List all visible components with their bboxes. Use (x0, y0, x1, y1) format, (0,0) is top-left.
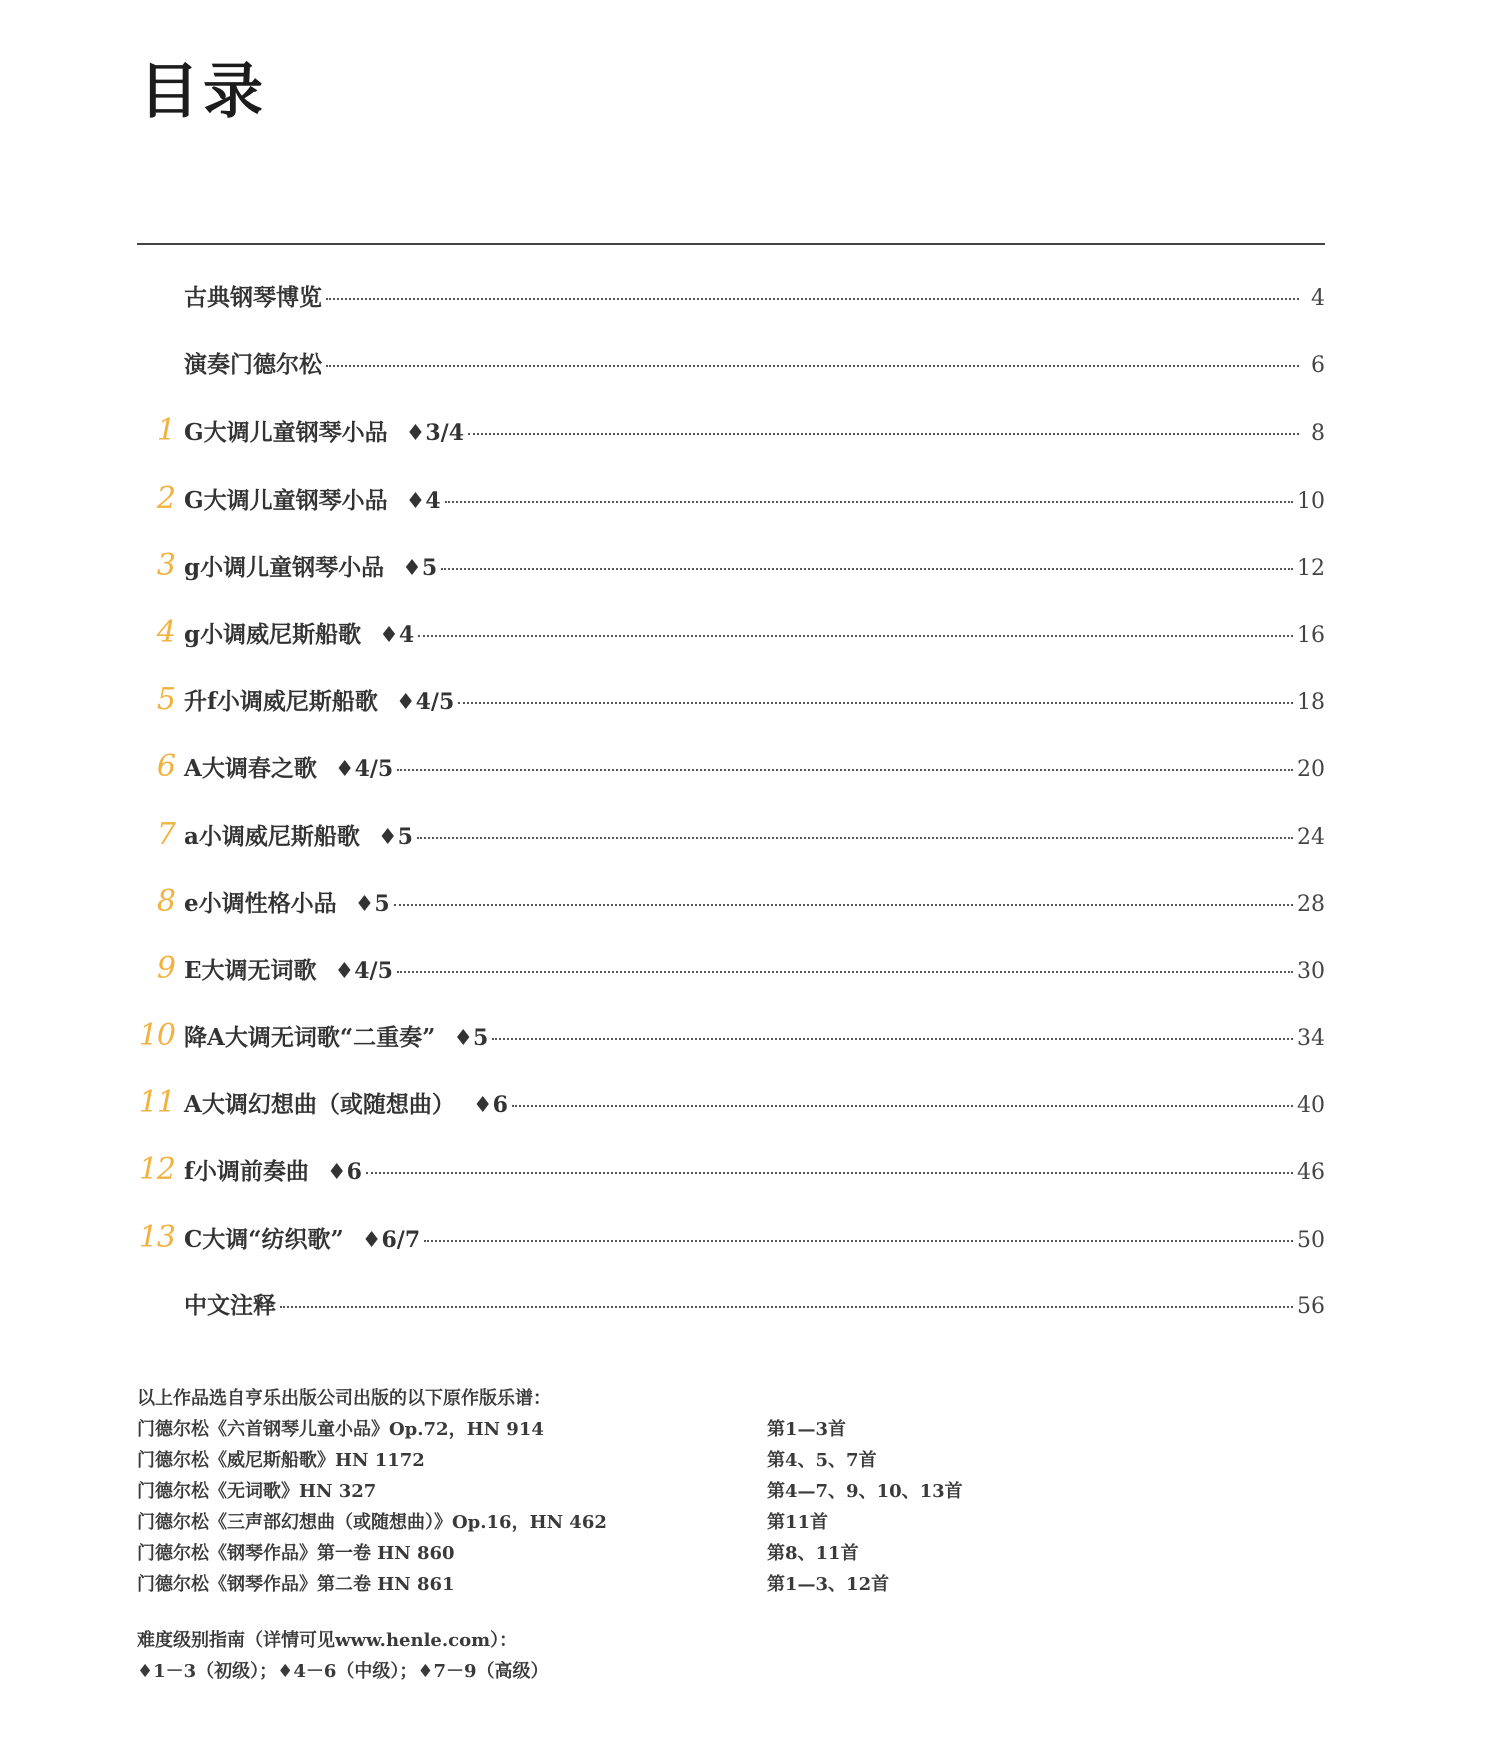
toc-entry-page: 12 (1297, 555, 1325, 581)
title-divider (137, 243, 1325, 245)
toc-entry-difficulty: ♦5 (377, 823, 413, 850)
toc-entry[interactable] (137, 548, 1325, 615)
toc-entry-number: 9 (156, 950, 175, 986)
source-pieces: 第1—3、12首 (767, 1574, 890, 1595)
toc-entry-difficulty: ♦6/7 (361, 1226, 421, 1253)
toc-entry-title: 升f小调威尼斯船歌 (184, 688, 378, 716)
source-pieces: 第4、5、7首 (767, 1450, 877, 1471)
toc-leader-dots (397, 971, 1293, 973)
toc-entry[interactable] (137, 817, 1325, 884)
toc-entry-number: 4 (156, 614, 175, 650)
toc-entry-page: 56 (1297, 1293, 1325, 1319)
toc-entry-title: E大调无词歌 (184, 956, 317, 984)
toc-entry-number: 12 (138, 1152, 175, 1188)
toc-entry[interactable] (137, 481, 1325, 548)
toc-entry-difficulty: ♦4 (379, 621, 415, 648)
toc-entry-title: A大调春之歌 (184, 755, 317, 783)
source-pieces: 第11首 (767, 1512, 829, 1533)
toc-entry-title: G大调儿童钢琴小品 (184, 486, 388, 514)
toc-leader-dots (468, 433, 1299, 435)
toc-entry[interactable] (137, 1287, 1325, 1354)
toc-entry-title: e小调性格小品 (184, 889, 337, 917)
toc-entry-title: C大调“纺织歌” (184, 1225, 344, 1253)
difficulty-guide (137, 1625, 549, 1687)
sources-section (137, 1383, 1325, 1600)
sources-list (137, 1414, 1325, 1600)
toc-entry-number: 7 (156, 816, 175, 852)
toc-entry[interactable] (137, 749, 1325, 816)
toc-entry-page: 18 (1297, 690, 1325, 716)
toc-entry-title: g小调儿童钢琴小品 (184, 553, 385, 581)
toc-entry[interactable] (137, 1085, 1325, 1152)
toc-entry-title: 演奏门德尔松 (184, 351, 322, 379)
toc-entry-page: 8 (1311, 421, 1325, 447)
toc-entry[interactable] (137, 884, 1325, 951)
toc-entry[interactable] (137, 346, 1325, 413)
source-row (137, 1538, 1325, 1569)
toc-entry-title: 古典钢琴博览 (184, 284, 322, 311)
toc-entry-number: 10 (138, 1018, 175, 1054)
source-pieces: 第8、11首 (767, 1543, 859, 1564)
toc-leader-dots (397, 769, 1293, 771)
toc-entry-title: a小调威尼斯船歌 (184, 822, 360, 850)
toc-entry-title: 中文注释 (184, 1291, 276, 1319)
toc-leader-dots (366, 1172, 1293, 1174)
toc-entry-number: 5 (156, 682, 175, 718)
toc-leader-dots (326, 365, 1299, 367)
toc-entry[interactable] (137, 1220, 1325, 1287)
source-work: 门德尔松《三声部幻想曲（或随想曲）》Op.16，HN 462 (137, 1512, 607, 1533)
source-work: 门德尔松《六首钢琴儿童小品》Op.72，HN 914 (137, 1419, 544, 1440)
toc-entry-page: 46 (1297, 1160, 1325, 1186)
toc-entry[interactable] (137, 1152, 1325, 1219)
toc-entry-page: 24 (1297, 824, 1325, 850)
source-work: 门德尔松《威尼斯船歌》HN 1172 (137, 1450, 425, 1471)
toc-entry-page: 16 (1297, 622, 1325, 648)
toc-leader-dots (458, 702, 1293, 704)
toc-entry-difficulty: ♦4 (405, 487, 441, 514)
source-row (137, 1445, 1325, 1476)
toc-entry-page: 20 (1297, 757, 1325, 783)
guide-levels: ♦1－3（初级）；♦4－6（中级）；♦7－9（高级） (137, 1661, 549, 1682)
toc-leader-dots (492, 1038, 1293, 1040)
toc-entry-number: 11 (138, 1085, 175, 1121)
toc-entry-page: 10 (1297, 488, 1325, 514)
toc-leader-dots (445, 501, 1293, 503)
toc-entry-page: 50 (1297, 1227, 1325, 1253)
source-row (137, 1476, 1325, 1507)
toc-entry-page: 28 (1297, 891, 1325, 917)
toc-leader-dots (326, 298, 1299, 300)
toc-entry[interactable] (137, 682, 1325, 749)
toc-entry-page: 6 (1311, 353, 1325, 379)
toc-leader-dots (424, 1240, 1293, 1242)
toc-entry[interactable] (137, 951, 1325, 1018)
source-pieces: 第1—3首 (767, 1419, 847, 1440)
toc-entry-page: 40 (1297, 1093, 1325, 1119)
toc-entry-difficulty: ♦5 (402, 554, 438, 581)
page-title: 目录 (139, 57, 267, 127)
toc-entry-number: 13 (138, 1219, 175, 1255)
source-row (137, 1507, 1325, 1538)
source-pieces: 第4—7、9、10、13首 (767, 1481, 963, 1502)
toc-entry-difficulty: ♦3/4 (405, 420, 465, 447)
toc-leader-dots (441, 568, 1293, 570)
guide-heading: 难度级别指南（详情可见www.henle.com）： (137, 1630, 518, 1651)
toc-entry[interactable] (137, 1018, 1325, 1085)
source-work: 门德尔松《钢琴作品》第二卷 HN 861 (137, 1574, 455, 1595)
toc-entry-difficulty: ♦6 (472, 1092, 508, 1119)
toc-entry-difficulty: ♦4/5 (334, 957, 393, 984)
source-row (137, 1569, 1325, 1600)
toc-entry-title: G大调儿童钢琴小品 (184, 419, 388, 447)
toc-entry-number: 6 (156, 749, 175, 785)
toc-leader-dots (417, 837, 1293, 839)
toc-entry-title: A大调幻想曲（或随想曲） (184, 1091, 455, 1119)
source-work: 门德尔松《无词歌》HN 327 (137, 1481, 377, 1502)
toc-entry[interactable] (137, 615, 1325, 682)
toc-entry-difficulty: ♦5 (354, 890, 390, 917)
toc-entry-difficulty: ♦6 (326, 1159, 362, 1186)
sources-heading: 以上作品选自亨乐出版公司出版的以下原作版乐谱： (137, 1388, 551, 1409)
toc-entry-title: 降A大调无词歌“二重奏” (184, 1024, 436, 1052)
toc-entry-title: g小调威尼斯船歌 (184, 620, 362, 648)
table-of-contents (137, 279, 1325, 1354)
toc-leader-dots (394, 904, 1293, 906)
toc-entry-page: 34 (1297, 1026, 1325, 1052)
source-work: 门德尔松《钢琴作品》第一卷 HN 860 (137, 1543, 455, 1564)
toc-entry-difficulty: ♦4/5 (395, 689, 455, 716)
toc-entry[interactable] (137, 279, 1325, 346)
toc-entry-number: 2 (156, 480, 175, 516)
source-row (137, 1414, 1325, 1445)
toc-entry-page: 4 (1311, 286, 1325, 311)
toc-entry-number: 8 (156, 883, 175, 919)
toc-leader-dots (512, 1105, 1293, 1107)
toc-entry[interactable] (137, 413, 1325, 480)
toc-leader-dots (280, 1306, 1293, 1308)
toc-entry-number: 3 (156, 547, 175, 583)
toc-entry-page: 30 (1297, 958, 1325, 984)
toc-leader-dots (418, 635, 1293, 637)
toc-entry-difficulty: ♦5 (453, 1025, 489, 1052)
toc-entry-number: 1 (156, 413, 175, 449)
toc-entry-title: f小调前奏曲 (184, 1158, 309, 1186)
toc-entry-difficulty: ♦4/5 (334, 756, 394, 783)
